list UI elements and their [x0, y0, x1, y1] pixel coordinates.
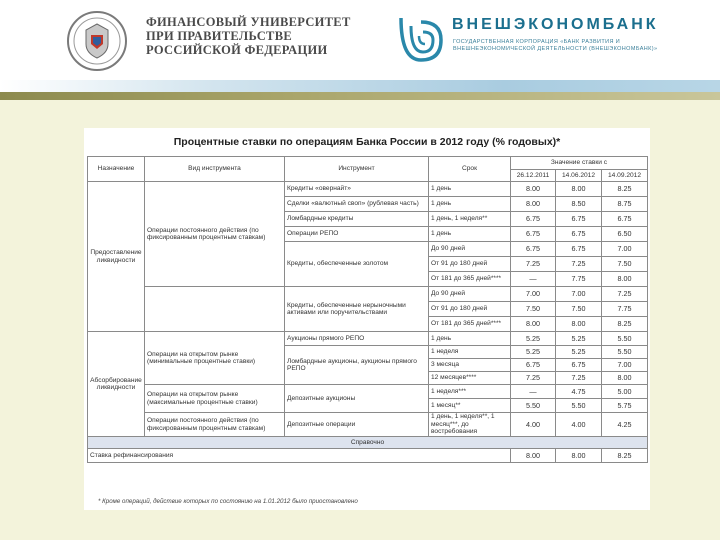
rate-cell: 6.75 — [602, 212, 648, 227]
rate-cell: 4.25 — [602, 413, 648, 437]
reference-label: Справочно — [88, 437, 648, 449]
term-cell: 1 неделя — [429, 346, 511, 359]
rates-table — [87, 156, 648, 463]
header-band-blue — [0, 80, 720, 92]
header-band-olive — [0, 92, 720, 100]
term-cell: 1 день — [429, 182, 511, 197]
instrument-cell: Ломбардные кредиты — [285, 212, 429, 227]
rate-cell: 6.75 — [556, 242, 602, 257]
rate-cell: 5.50 — [511, 399, 556, 413]
rate-cell: 8.00 — [511, 449, 556, 463]
term-cell: До 90 дней — [429, 242, 511, 257]
rate-cell: 6.75 — [511, 242, 556, 257]
rate-cell: 5.25 — [511, 346, 556, 359]
rate-cell: 6.75 — [556, 212, 602, 227]
rate-cell: 7.75 — [556, 272, 602, 287]
header-kind: Вид инструмента — [145, 157, 285, 182]
kind-cell: Операции постоянного действия (по фиксированным процентным ставкам) — [145, 413, 285, 437]
slide-header — [0, 0, 720, 80]
rate-cell: 8.50 — [556, 197, 602, 212]
instrument-cell: Депозитные операции — [285, 413, 429, 437]
reference-row — [88, 437, 648, 449]
rate-cell: 8.00 — [511, 182, 556, 197]
instrument-cell: Кредиты, обеспеченные золотом — [285, 242, 429, 287]
table-row — [88, 287, 648, 302]
kind-cell: Операции на открытом рынке (минимальные процентные ставки) — [145, 332, 285, 385]
table-row — [88, 332, 648, 346]
table-row — [88, 413, 648, 437]
rate-cell: 5.00 — [602, 385, 648, 399]
term-cell: От 181 до 365 дней**** — [429, 272, 511, 287]
rate-cell: 5.25 — [511, 332, 556, 346]
rate-cell: 7.25 — [511, 372, 556, 385]
term-cell: От 91 до 180 дней — [429, 257, 511, 272]
term-cell: От 181 до 365 дней**** — [429, 317, 511, 332]
refinancing-label: Ставка рефинансирования — [88, 449, 511, 463]
purpose-cell: Предоставление ликвидности — [88, 182, 145, 332]
rate-cell: 5.75 — [602, 399, 648, 413]
kind-cell: Операции постоянного действия (по фиксированным процентным ставкам) — [145, 182, 285, 287]
rate-cell: 6.75 — [556, 359, 602, 372]
rate-cell: 7.00 — [511, 287, 556, 302]
header-value-group: Значение ставки с — [511, 157, 648, 170]
term-cell: 3 месяца — [429, 359, 511, 372]
rate-cell: 8.00 — [602, 272, 648, 287]
rate-cell: 7.00 — [602, 242, 648, 257]
rate-cell: 6.75 — [556, 227, 602, 242]
rate-cell: 5.50 — [602, 332, 648, 346]
rate-cell: 7.50 — [602, 257, 648, 272]
rate-cell: 5.50 — [556, 399, 602, 413]
term-cell: От 91 до 180 дней — [429, 302, 511, 317]
term-cell: 1 день — [429, 332, 511, 346]
term-cell: 1 день — [429, 227, 511, 242]
refinancing-row — [88, 449, 648, 463]
term-cell: 1 неделя*** — [429, 385, 511, 399]
purpose-cell: Абсорбирование ликвидности — [88, 332, 145, 437]
rate-cell: 6.75 — [511, 212, 556, 227]
rate-cell: 6.50 — [602, 227, 648, 242]
rate-cell: 7.00 — [602, 359, 648, 372]
financial-university-emblem-icon — [66, 10, 128, 72]
rate-cell: 4.00 — [556, 413, 602, 437]
term-cell: 1 день — [429, 197, 511, 212]
rate-cell: 8.00 — [602, 372, 648, 385]
rate-cell: 7.25 — [556, 257, 602, 272]
instrument-cell: Ломбардные аукционы, аукционы прямого РЕПО — [285, 346, 429, 385]
table-title: Процентные ставки по операциям Банка России в 2012 году (% годовых)* — [173, 136, 561, 148]
rate-cell: 7.50 — [556, 302, 602, 317]
rate-cell: 7.50 — [511, 302, 556, 317]
instrument-cell: Аукционы прямого РЕПО — [285, 332, 429, 346]
rate-cell: 8.25 — [602, 449, 648, 463]
bank-name: ВНЕШЭКОНОМБАНК — [452, 16, 659, 33]
header-date: 14.06.2012 — [556, 170, 602, 182]
rate-cell: 5.25 — [556, 346, 602, 359]
instrument-cell: Операции РЕПО — [285, 227, 429, 242]
bank-subtitle: ГОСУДАРСТВЕННАЯ КОРПОРАЦИЯ «БАНК РАЗВИТИЯ И ВНЕШНЕЭКОНОМИЧЕСКОЙ ДЕЯТЕЛЬНОСТИ (ВНЕШЭКОНОМБАНК)» — [453, 39, 658, 52]
header-instrument: Инструмент — [285, 157, 429, 182]
instrument-cell: Кредиты «овернайт» — [285, 182, 429, 197]
table-footnote: * Кроме операций, действие которых по состоянию на 1.01.2012 было приостановлено — [98, 498, 358, 505]
instrument-cell: Депозитные аукционы — [285, 385, 429, 413]
rate-cell: 8.00 — [556, 449, 602, 463]
term-cell: 1 день, 1 неделя** — [429, 212, 511, 227]
rate-cell: 7.25 — [511, 257, 556, 272]
veb-logo-icon — [397, 14, 445, 64]
instrument-cell: Сделки «валютный своп» (рублевая часть) — [285, 197, 429, 212]
table-row — [88, 385, 648, 399]
header-date: 26.12.2011 — [511, 170, 556, 182]
rate-cell: 7.25 — [556, 372, 602, 385]
kind-cell-empty — [145, 287, 285, 332]
rates-table-panel — [84, 128, 650, 510]
rate-cell: 7.25 — [602, 287, 648, 302]
rate-cell: 6.75 — [511, 227, 556, 242]
rate-cell: 8.75 — [602, 197, 648, 212]
rate-cell: 4.75 — [556, 385, 602, 399]
header-term: Срок — [429, 157, 511, 182]
header-purpose: Назначение — [88, 157, 145, 182]
rate-cell: 8.00 — [556, 317, 602, 332]
term-cell: До 90 дней — [429, 287, 511, 302]
rate-cell: 7.00 — [556, 287, 602, 302]
kind-cell: Операции на открытом рынке (максимальные процентные ставки) — [145, 385, 285, 413]
university-name: ФИНАНСОВЫЙ УНИВЕРСИТЕТ ПРИ ПРАВИТЕЛЬСТВЕ РОССИЙСКОЙ ФЕДЕРАЦИИ — [146, 15, 351, 57]
table-row — [88, 182, 648, 197]
rate-cell: 5.50 — [602, 346, 648, 359]
table-header-row — [88, 157, 648, 170]
rate-cell: — — [511, 272, 556, 287]
rate-cell: 8.00 — [511, 197, 556, 212]
term-cell: 1 день, 1 неделя**, 1 месяц***, до востребования — [429, 413, 511, 437]
rate-cell: 5.25 — [556, 332, 602, 346]
rate-cell: — — [511, 385, 556, 399]
rate-cell: 8.00 — [556, 182, 602, 197]
instrument-cell: Кредиты, обеспеченные нерыночными активами или поручительствами — [285, 287, 429, 332]
term-cell: 12 месяцев**** — [429, 372, 511, 385]
rate-cell: 7.75 — [602, 302, 648, 317]
header-date: 14.09.2012 — [602, 170, 648, 182]
rate-cell: 8.25 — [602, 317, 648, 332]
term-cell: 1 месяц** — [429, 399, 511, 413]
rate-cell: 6.75 — [511, 359, 556, 372]
rate-cell: 8.00 — [511, 317, 556, 332]
rate-cell: 4.00 — [511, 413, 556, 437]
rate-cell: 8.25 — [602, 182, 648, 197]
